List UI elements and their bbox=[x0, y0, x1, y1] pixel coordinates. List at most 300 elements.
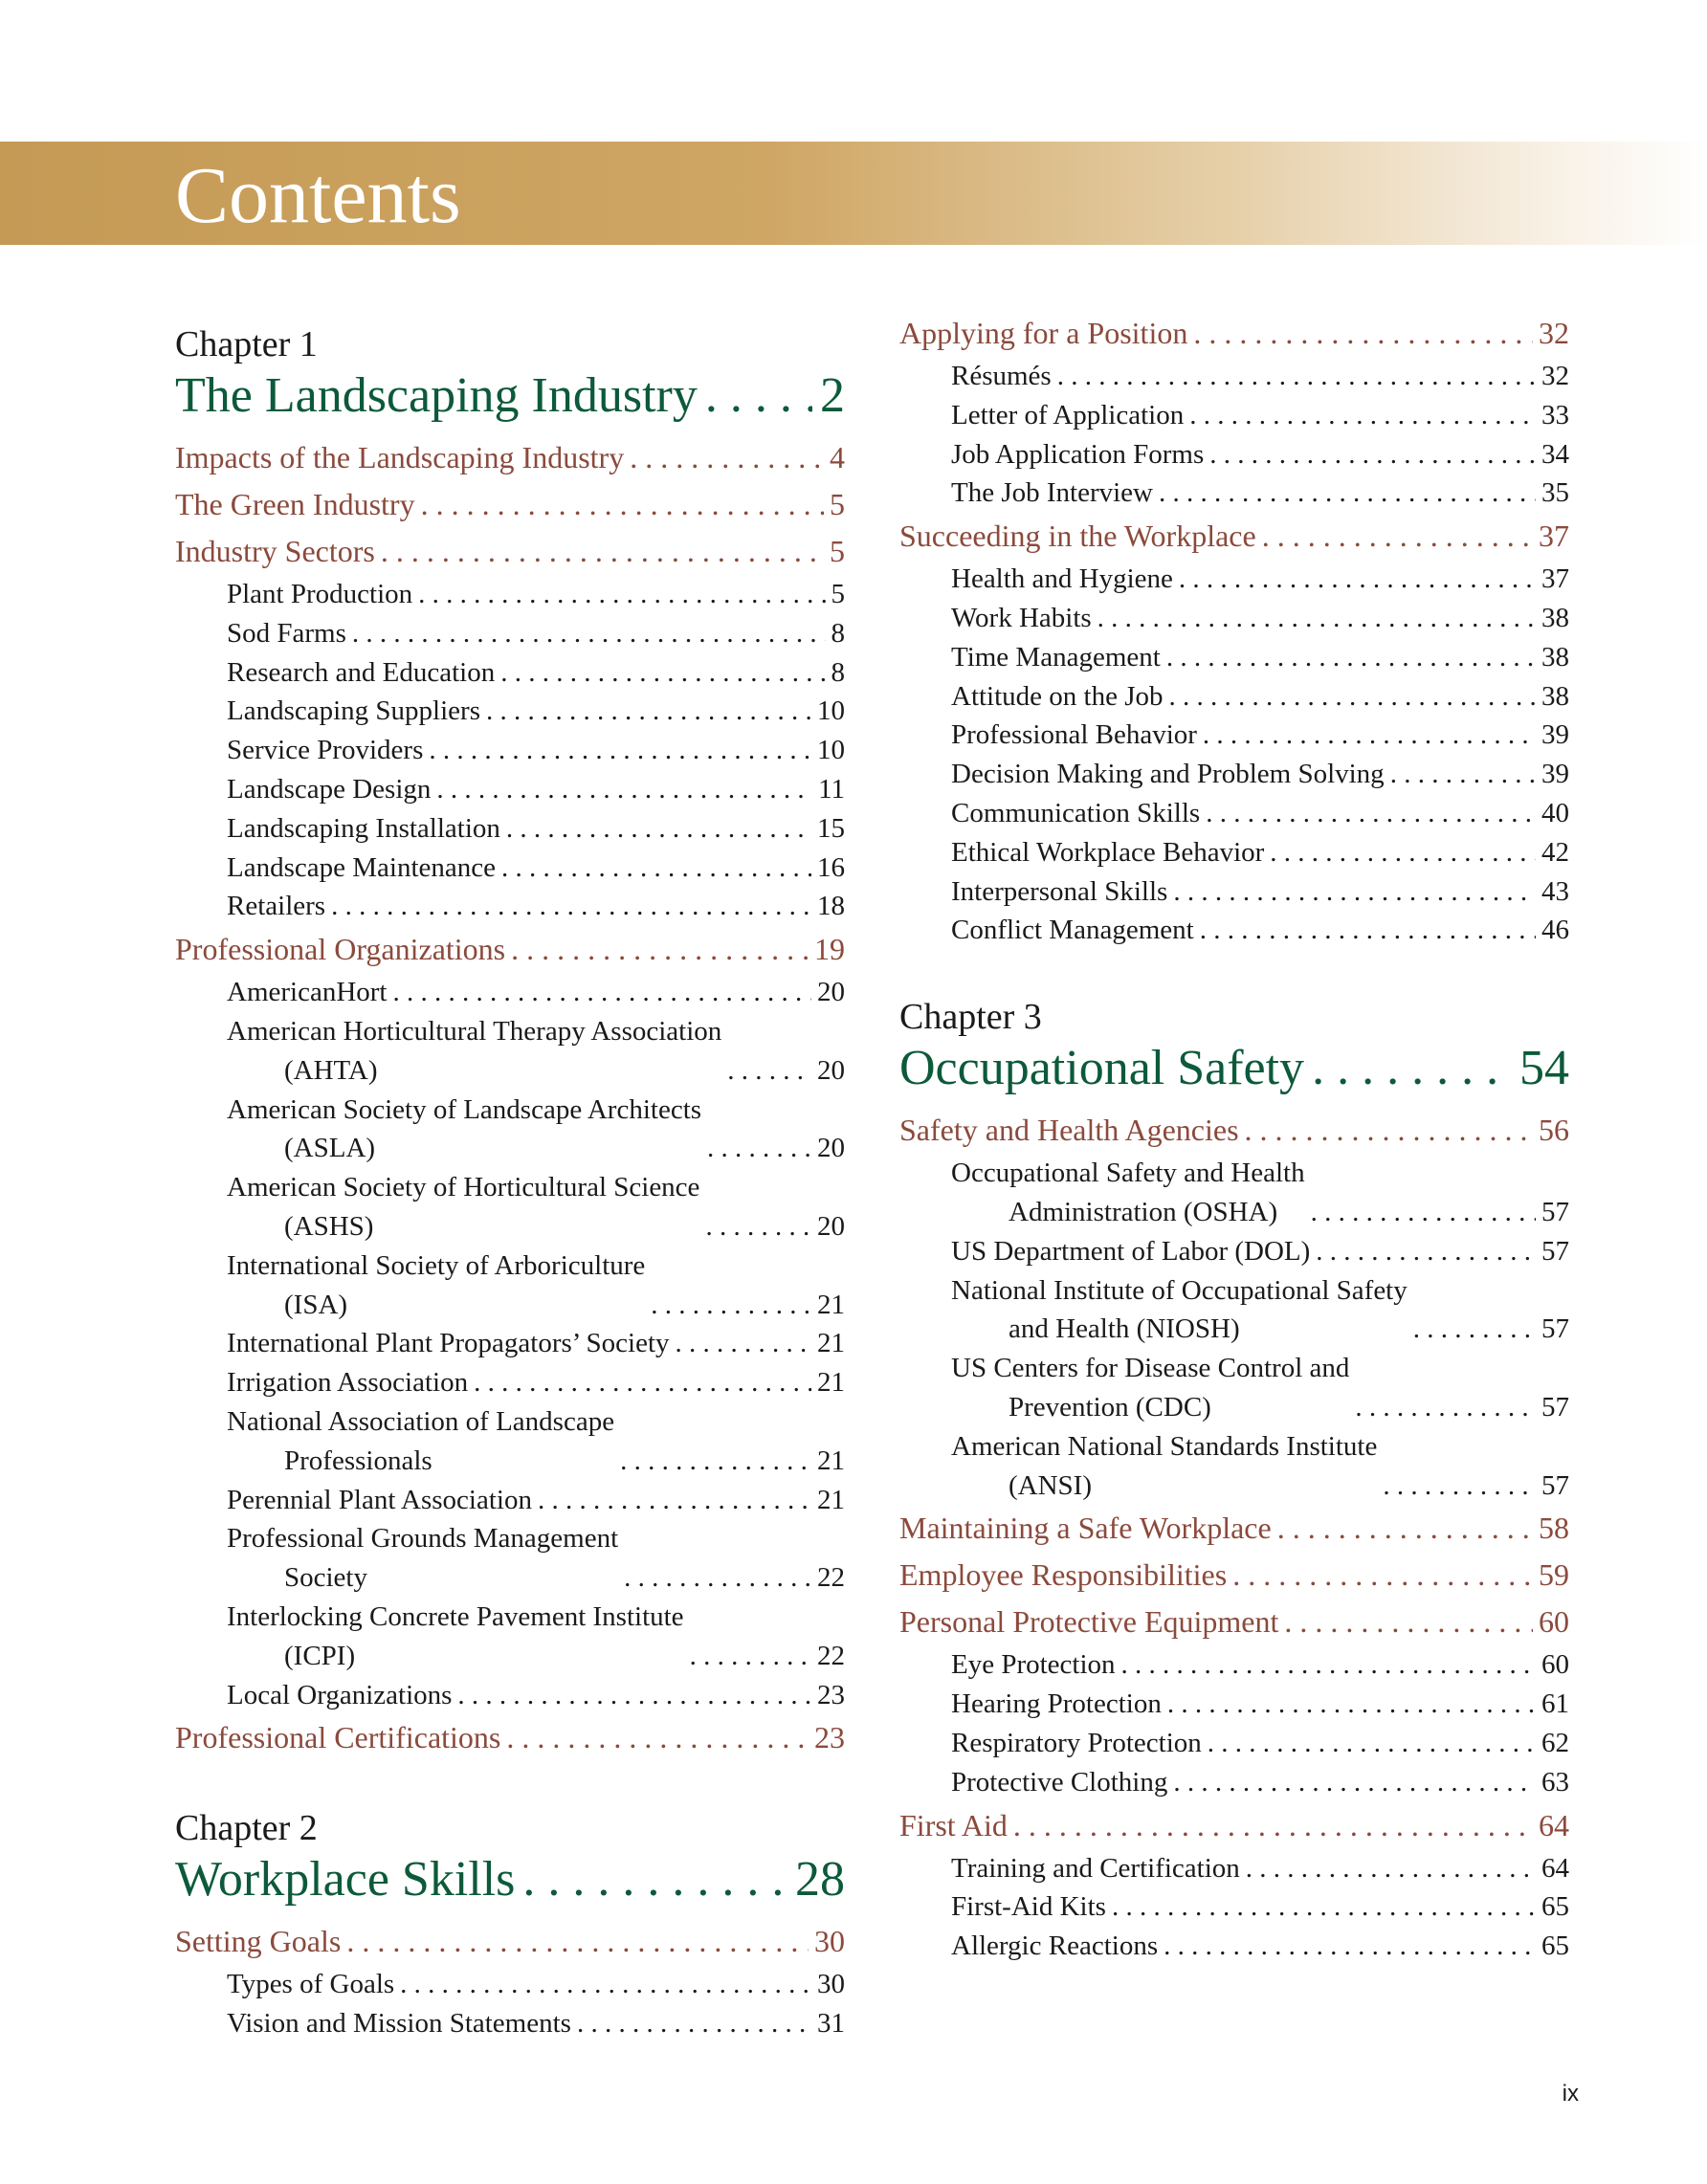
dot-leader bbox=[421, 481, 824, 528]
entry-page-number: 33 bbox=[1541, 399, 1569, 430]
dot-leader bbox=[511, 926, 809, 973]
entry-title-continuation: (ASLA) bbox=[284, 1133, 376, 1164]
section-title: Safety and Health Agencies bbox=[899, 1113, 1239, 1148]
section-page-number: 4 bbox=[830, 440, 845, 474]
entry-title bbox=[951, 677, 1164, 717]
entry-title bbox=[227, 1481, 532, 1520]
section-page-number: 59 bbox=[1539, 1557, 1569, 1593]
entry-title-continuation: Prevention (CDC) bbox=[1009, 1391, 1211, 1423]
toc-entry[interactable] bbox=[175, 1324, 845, 1363]
toc-section[interactable] bbox=[175, 528, 845, 575]
toc-entry[interactable] bbox=[175, 1402, 845, 1481]
entry-title bbox=[227, 692, 480, 731]
entry-title-line: Allergic Reactions bbox=[951, 1930, 1159, 1962]
entry-page-number: 30 bbox=[817, 1969, 845, 2000]
toc-entry[interactable] bbox=[899, 1271, 1569, 1350]
entry-title-line: Job Application Forms bbox=[951, 438, 1205, 470]
toc-entry[interactable] bbox=[175, 770, 845, 809]
entry-page-number: 22 bbox=[817, 1562, 845, 1594]
entry-page-number: 20 bbox=[817, 1054, 845, 1086]
entry-page-number: 37 bbox=[1541, 563, 1569, 595]
page-number: ix bbox=[1562, 2081, 1579, 2107]
entry-title-line: Professional Behavior bbox=[951, 719, 1197, 751]
entry-title bbox=[951, 1763, 1167, 1802]
toc-entry[interactable] bbox=[175, 1676, 845, 1715]
toc-entry[interactable] bbox=[175, 849, 845, 888]
dot-leader bbox=[1270, 833, 1536, 872]
toc-entry[interactable] bbox=[899, 1427, 1569, 1506]
toc-section[interactable] bbox=[899, 1107, 1569, 1154]
entry-title-line: First-Aid Kits bbox=[951, 1891, 1106, 1923]
chapter-block bbox=[175, 1807, 845, 2043]
dot-leader bbox=[457, 1676, 811, 1715]
entry-title bbox=[227, 1402, 614, 1481]
toc-entry[interactable] bbox=[899, 833, 1569, 872]
chapter-block bbox=[899, 996, 1569, 1966]
toc-section[interactable] bbox=[899, 1599, 1569, 1645]
entry-page-number: 21 bbox=[817, 1328, 845, 1359]
dot-leader bbox=[1189, 396, 1536, 435]
dot-leader bbox=[1284, 1599, 1533, 1645]
entry-page-number: 21 bbox=[817, 1289, 845, 1320]
dot-leader bbox=[352, 614, 826, 653]
dot-leader bbox=[331, 887, 811, 926]
dot-leader bbox=[429, 731, 811, 770]
chapter-title[interactable] bbox=[175, 1849, 845, 1910]
toc-entry[interactable] bbox=[899, 1645, 1569, 1685]
section-page-number: 30 bbox=[814, 1924, 845, 1959]
entry-page-number: 40 bbox=[1541, 797, 1569, 828]
entry-title-continuation: (ASHS) bbox=[284, 1210, 374, 1242]
toc-section[interactable] bbox=[899, 1505, 1569, 1552]
toc-entry[interactable] bbox=[175, 1481, 845, 1520]
dot-leader bbox=[1209, 435, 1536, 474]
entry-page-number: 20 bbox=[817, 1133, 845, 1164]
section-title: Professional Organizations bbox=[175, 932, 506, 967]
entry-title-line: Work Habits bbox=[951, 602, 1092, 633]
entry-title-line: Decision Making and Problem Solving bbox=[951, 759, 1385, 790]
entry-title bbox=[951, 1271, 1408, 1350]
dot-leader bbox=[1193, 310, 1533, 357]
entry-title-line: Local Organizations bbox=[227, 1679, 453, 1710]
dot-leader bbox=[1208, 1724, 1536, 1763]
entry-title-line: National Association of Landscape bbox=[227, 1405, 615, 1437]
entry-page-number: 61 bbox=[1541, 1688, 1569, 1720]
page-title: Contents bbox=[175, 151, 461, 240]
dot-leader bbox=[1390, 755, 1536, 794]
entry-title bbox=[951, 1427, 1377, 1506]
entry-page-number: 39 bbox=[1541, 719, 1569, 751]
section-list bbox=[175, 434, 845, 1761]
entry-title bbox=[951, 833, 1264, 872]
entry-title bbox=[951, 716, 1197, 755]
entry-title-line: International Plant Propagators’ Society bbox=[227, 1328, 670, 1359]
entry-title bbox=[951, 1232, 1310, 1271]
entry-title-line: Plant Production bbox=[227, 579, 413, 609]
toc-entry[interactable] bbox=[175, 1091, 845, 1169]
entry-title bbox=[227, 887, 325, 926]
dot-leader bbox=[727, 1051, 811, 1091]
toc-entry[interactable] bbox=[899, 396, 1569, 435]
toc-entry[interactable] bbox=[175, 887, 845, 926]
dot-leader bbox=[1200, 911, 1536, 950]
toc-entry[interactable] bbox=[899, 1724, 1569, 1763]
chapter-block bbox=[175, 323, 845, 1761]
entry-page-number: 57 bbox=[1541, 1469, 1569, 1501]
section-title: Employee Responsibilities bbox=[899, 1557, 1228, 1593]
dot-leader bbox=[506, 1714, 809, 1761]
dot-leader bbox=[1277, 1505, 1533, 1552]
section-page-number: 32 bbox=[1539, 316, 1569, 350]
entry-title-continuation: Administration (OSHA) bbox=[1009, 1196, 1278, 1227]
dot-leader bbox=[1169, 677, 1536, 717]
section-title: Impacts of the Landscaping Industry bbox=[175, 440, 625, 474]
section-title: Industry Sectors bbox=[175, 534, 375, 568]
toc-entry[interactable] bbox=[899, 599, 1569, 638]
toc-entry[interactable] bbox=[899, 1927, 1569, 1966]
entry-page-number: 57 bbox=[1541, 1313, 1569, 1345]
entry-page-number: 65 bbox=[1541, 1930, 1569, 1962]
entry-page-number: 18 bbox=[817, 891, 845, 922]
entry-title-line: American Society of Landscape Architects bbox=[227, 1093, 702, 1125]
dot-leader bbox=[500, 653, 825, 693]
section-list bbox=[899, 1107, 1569, 1966]
entry-title bbox=[227, 731, 423, 770]
section-list bbox=[175, 1918, 845, 2043]
entry-title-line: Résumés bbox=[951, 361, 1052, 391]
toc-entry[interactable] bbox=[899, 755, 1569, 794]
entry-title bbox=[951, 357, 1052, 396]
toc-entry[interactable] bbox=[899, 1887, 1569, 1927]
entry-title bbox=[227, 973, 388, 1012]
entry-title bbox=[227, 1168, 699, 1246]
entry-title-line: Communication Skills bbox=[951, 797, 1201, 828]
toc-entry[interactable] bbox=[899, 1763, 1569, 1802]
entry-title bbox=[227, 1519, 618, 1598]
dot-leader bbox=[624, 1558, 811, 1598]
entry-title bbox=[951, 1685, 1162, 1724]
section-title: Maintaining a Safe Workplace bbox=[899, 1511, 1272, 1546]
entry-page-number: 46 bbox=[1541, 915, 1569, 946]
entry-title-line: Landscaping Installation bbox=[227, 812, 500, 844]
entry-title-line: American National Standards Institute bbox=[951, 1430, 1378, 1462]
entry-page-number: 39 bbox=[1541, 759, 1569, 790]
entry-title bbox=[951, 560, 1173, 599]
entry-title bbox=[227, 1091, 701, 1169]
entry-title bbox=[227, 770, 431, 809]
entry-title bbox=[951, 1927, 1158, 1966]
entry-title-continuation: Society bbox=[284, 1562, 367, 1594]
entry-title-line: Landscaping Suppliers bbox=[227, 695, 480, 727]
entry-page-number: 57 bbox=[1541, 1196, 1569, 1227]
dot-leader bbox=[436, 770, 812, 809]
entry-page-number: 62 bbox=[1541, 1727, 1569, 1758]
section-page-number: 23 bbox=[814, 1720, 845, 1755]
toc-entry[interactable] bbox=[899, 560, 1569, 599]
toc-section[interactable] bbox=[175, 1714, 845, 1761]
entry-page-number: 64 bbox=[1541, 1852, 1569, 1884]
entry-title bbox=[227, 653, 495, 693]
entry-page-number: 35 bbox=[1541, 477, 1569, 509]
entry-title-line: US Department of Labor (DOL) bbox=[951, 1235, 1311, 1267]
entry-title-line: Time Management bbox=[951, 641, 1161, 673]
entry-title-line: Retailers bbox=[227, 891, 326, 922]
chapter-page-number: 28 bbox=[795, 1852, 845, 1908]
entry-title-line: AmericanHort bbox=[227, 977, 388, 1008]
entry-page-number: 23 bbox=[817, 1679, 845, 1710]
toc-section[interactable] bbox=[175, 481, 845, 528]
dot-leader bbox=[1159, 474, 1536, 513]
dot-leader bbox=[1173, 1763, 1536, 1802]
entry-title-line: Letter of Application bbox=[951, 399, 1185, 430]
toc-entry[interactable] bbox=[175, 973, 845, 1012]
entry-title bbox=[951, 435, 1204, 474]
entry-title-line: US Centers for Disease Control and bbox=[951, 1353, 1350, 1384]
entry-page-number: 57 bbox=[1541, 1235, 1569, 1267]
dot-leader bbox=[418, 575, 825, 614]
dot-leader bbox=[1013, 1802, 1533, 1849]
entry-title bbox=[227, 1676, 452, 1715]
dot-leader bbox=[1166, 638, 1536, 677]
toc-section[interactable] bbox=[175, 1918, 845, 1965]
dot-leader bbox=[346, 1918, 809, 1965]
entry-title-line: Interlocking Concrete Pavement Institute bbox=[227, 1600, 684, 1632]
entry-title bbox=[951, 599, 1092, 638]
entry-page-number: 5 bbox=[831, 579, 845, 609]
chapter-title-text: The Landscaping Industry bbox=[175, 368, 698, 423]
toc-entry[interactable] bbox=[899, 1349, 1569, 1427]
toc-section[interactable] bbox=[899, 310, 1569, 357]
entry-title-line: Irrigation Association bbox=[227, 1367, 469, 1399]
entry-title bbox=[227, 1363, 468, 1402]
section-page-number: 5 bbox=[830, 534, 845, 568]
entry-title-line: International Society of Arboriculture bbox=[227, 1249, 646, 1281]
entry-page-number: 10 bbox=[817, 735, 845, 766]
toc-section[interactable] bbox=[899, 513, 1569, 560]
toc-entry[interactable] bbox=[899, 1154, 1569, 1232]
dot-leader bbox=[1203, 716, 1536, 755]
dot-leader bbox=[1311, 1193, 1536, 1232]
dot-leader bbox=[1179, 560, 1536, 599]
entry-page-number: 65 bbox=[1541, 1891, 1569, 1923]
dot-leader bbox=[1355, 1388, 1536, 1427]
toc-entry[interactable] bbox=[175, 809, 845, 849]
entry-page-number: 15 bbox=[817, 812, 845, 844]
dot-leader bbox=[522, 1849, 787, 1910]
entry-page-number: 38 bbox=[1541, 680, 1569, 712]
dot-leader bbox=[1413, 1310, 1536, 1349]
toc-entry[interactable] bbox=[899, 677, 1569, 717]
dot-leader bbox=[690, 1637, 811, 1676]
chapter-block bbox=[899, 310, 1569, 950]
entry-title-continuation: and Health (NIOSH) bbox=[1009, 1313, 1240, 1345]
entry-title bbox=[227, 2004, 571, 2043]
entry-title-line: Attitude on the Job bbox=[951, 680, 1164, 712]
toc-entry[interactable] bbox=[899, 716, 1569, 755]
entry-title-line: Types of Goals bbox=[227, 1969, 395, 2000]
dot-leader bbox=[1246, 1849, 1536, 1888]
toc-entry[interactable] bbox=[175, 1519, 845, 1598]
toc-entry[interactable] bbox=[175, 1012, 845, 1091]
toc-entry[interactable] bbox=[175, 2004, 845, 2043]
entry-page-number: 21 bbox=[817, 1445, 845, 1476]
entry-title-line: Occupational Safety and Health bbox=[951, 1158, 1305, 1189]
entry-title-line: Sod Farms bbox=[227, 617, 346, 649]
entry-title bbox=[227, 575, 412, 614]
toc-entry[interactable] bbox=[175, 731, 845, 770]
section-title: First Aid bbox=[899, 1807, 1008, 1842]
entry-title-line: Protective Clothing bbox=[951, 1766, 1168, 1798]
dot-leader bbox=[577, 2004, 811, 2043]
entry-page-number: 38 bbox=[1541, 602, 1569, 633]
chapter-title[interactable] bbox=[175, 365, 845, 427]
entry-title-line: Hearing Protection bbox=[951, 1688, 1162, 1720]
chapter-page-number: 2 bbox=[820, 368, 845, 423]
dot-leader bbox=[501, 849, 811, 888]
entry-title-line: Research and Education bbox=[227, 656, 496, 688]
entry-title-line: American Horticultural Therapy Association bbox=[227, 1015, 722, 1047]
entry-page-number: 43 bbox=[1541, 875, 1569, 907]
entry-page-number: 38 bbox=[1541, 641, 1569, 673]
dot-leader bbox=[651, 1286, 811, 1325]
chapter-label: Chapter 1 bbox=[175, 324, 318, 364]
section-list bbox=[899, 310, 1569, 950]
entry-page-number: 10 bbox=[817, 695, 845, 727]
toc-section[interactable] bbox=[899, 1552, 1569, 1599]
entry-page-number: 31 bbox=[817, 2008, 845, 2040]
entry-title-continuation: (ANSI) bbox=[1009, 1469, 1092, 1501]
dot-leader bbox=[1206, 794, 1536, 833]
entry-title bbox=[227, 1012, 721, 1091]
dot-leader bbox=[676, 1324, 811, 1363]
chapter-label: Chapter 2 bbox=[175, 1808, 318, 1849]
entry-title-line: Vision and Mission Statements bbox=[227, 2008, 571, 2040]
toc-entry[interactable] bbox=[899, 638, 1569, 677]
toc-entry[interactable] bbox=[175, 614, 845, 653]
entry-title-line: Landscape Design bbox=[227, 773, 432, 805]
entry-title-line: Perennial Plant Association bbox=[227, 1484, 532, 1515]
entry-title bbox=[227, 1598, 684, 1676]
entry-page-number: 16 bbox=[817, 851, 845, 883]
entry-page-number: 20 bbox=[817, 977, 845, 1008]
entry-title bbox=[951, 638, 1161, 677]
section-title: Setting Goals bbox=[175, 1924, 342, 1959]
dot-leader bbox=[705, 365, 812, 427]
dot-leader bbox=[506, 809, 811, 849]
toc-section[interactable] bbox=[899, 1802, 1569, 1849]
toc-entry[interactable] bbox=[175, 1965, 845, 2004]
entry-page-number: 21 bbox=[817, 1367, 845, 1399]
entry-title-line: Landscape Maintenance bbox=[227, 851, 496, 883]
dot-leader bbox=[1097, 599, 1536, 638]
dot-leader bbox=[393, 973, 812, 1012]
dot-leader bbox=[1164, 1927, 1536, 1966]
toc-entry[interactable] bbox=[899, 357, 1569, 396]
entry-page-number: 42 bbox=[1541, 836, 1569, 868]
section-page-number: 60 bbox=[1539, 1604, 1569, 1640]
dot-leader bbox=[474, 1363, 811, 1402]
toc-entry[interactable] bbox=[175, 575, 845, 614]
dot-leader bbox=[1112, 1887, 1536, 1927]
entry-title-line: The Job Interview bbox=[951, 477, 1153, 509]
chapter-page-number: 54 bbox=[1519, 1041, 1569, 1096]
entry-title bbox=[951, 1645, 1116, 1685]
toc-entry[interactable] bbox=[899, 1232, 1569, 1271]
dot-leader bbox=[381, 528, 824, 575]
dot-leader bbox=[1173, 872, 1536, 912]
entry-title-line: Ethical Workplace Behavior bbox=[951, 836, 1265, 868]
toc-section[interactable] bbox=[175, 434, 845, 481]
entry-title bbox=[951, 1154, 1305, 1232]
toc-entry[interactable] bbox=[175, 653, 845, 693]
section-page-number: 56 bbox=[1539, 1113, 1569, 1148]
entry-title-line: American Society of Horticultural Science bbox=[227, 1172, 700, 1203]
entry-page-number: 8 bbox=[831, 656, 845, 688]
entry-page-number: 22 bbox=[817, 1640, 845, 1671]
toc-entry[interactable] bbox=[899, 872, 1569, 912]
chapter-title[interactable] bbox=[899, 1038, 1569, 1099]
dot-leader bbox=[1316, 1232, 1536, 1271]
dot-leader bbox=[1167, 1685, 1536, 1724]
dot-leader bbox=[705, 1207, 811, 1246]
entry-title bbox=[951, 1887, 1106, 1927]
entry-title-line: Service Providers bbox=[227, 735, 424, 766]
entry-title-line: Interpersonal Skills bbox=[951, 875, 1168, 907]
toc-entry[interactable] bbox=[175, 692, 845, 731]
dot-leader bbox=[1383, 1467, 1536, 1506]
entry-title-continuation: (AHTA) bbox=[284, 1054, 378, 1086]
entry-title bbox=[227, 614, 346, 653]
chapter-title-text: Occupational Safety bbox=[899, 1041, 1305, 1096]
dot-leader bbox=[707, 1129, 811, 1168]
entry-title bbox=[951, 1349, 1349, 1427]
entry-title bbox=[951, 474, 1153, 513]
entry-title-continuation: (ICPI) bbox=[284, 1640, 356, 1671]
entry-title bbox=[227, 1324, 670, 1363]
toc-column-right bbox=[899, 316, 1569, 1966]
toc-entry[interactable] bbox=[899, 474, 1569, 513]
entry-page-number: 60 bbox=[1541, 1649, 1569, 1681]
toc-entry[interactable] bbox=[175, 1598, 845, 1676]
toc-section[interactable] bbox=[175, 926, 845, 973]
toc-entry[interactable] bbox=[899, 1685, 1569, 1724]
toc-entry[interactable] bbox=[175, 1168, 845, 1246]
toc-entry[interactable] bbox=[899, 435, 1569, 474]
dot-leader bbox=[1262, 513, 1533, 560]
entry-page-number: 20 bbox=[817, 1210, 845, 1242]
section-title: Professional Certifications bbox=[175, 1720, 501, 1755]
entry-title-line: Eye Protection bbox=[951, 1649, 1116, 1681]
entry-title bbox=[951, 794, 1200, 833]
entry-page-number: 63 bbox=[1541, 1766, 1569, 1798]
toc-entry[interactable] bbox=[175, 1363, 845, 1402]
chapter-label: Chapter 3 bbox=[899, 997, 1042, 1038]
entry-title-line: Conflict Management bbox=[951, 915, 1194, 946]
toc-entry[interactable] bbox=[899, 911, 1569, 950]
entry-title-line: Professional Grounds Management bbox=[227, 1523, 619, 1555]
section-title: The Green Industry bbox=[175, 487, 415, 521]
entry-title bbox=[951, 755, 1385, 794]
toc-column-left bbox=[175, 323, 845, 2043]
entry-title bbox=[227, 849, 496, 888]
entry-page-number: 34 bbox=[1541, 438, 1569, 470]
entry-page-number: 21 bbox=[817, 1484, 845, 1515]
toc-entry[interactable] bbox=[899, 794, 1569, 833]
toc-entry[interactable] bbox=[175, 1246, 845, 1325]
section-page-number: 19 bbox=[814, 932, 845, 967]
dot-leader bbox=[400, 1965, 811, 2004]
toc-entry[interactable] bbox=[899, 1849, 1569, 1888]
